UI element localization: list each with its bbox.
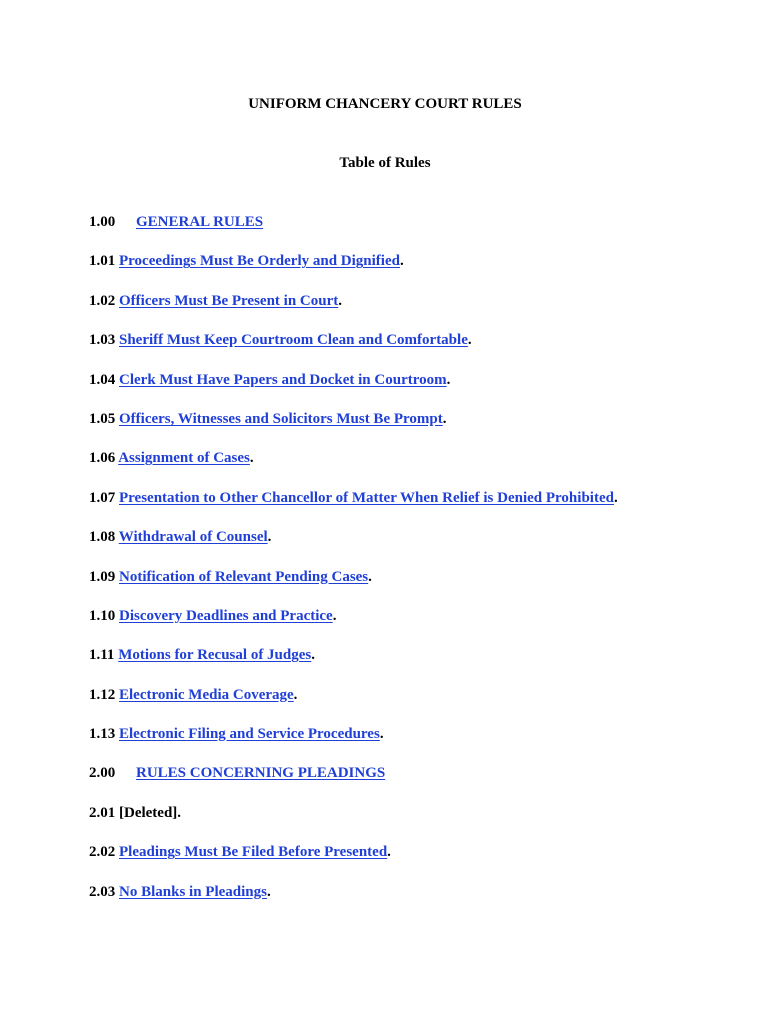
toc-entry <box>89 724 749 763</box>
rule-number: 1.05 <box>89 410 116 427</box>
rule-suffix: . <box>467 332 472 349</box>
toc-link-rule-1-06[interactable]: Assignment of Cases <box>118 450 250 467</box>
toc-link-rule-1-01[interactable]: Proceedings Must Be Orderly and Dignified <box>119 253 400 270</box>
toc-link-rules-concerning-pleadings[interactable]: RULES CONCERNING PLEADINGS <box>136 765 386 782</box>
rule-number: 1.10 <box>89 607 116 624</box>
rule-number: 1.13 <box>89 726 116 743</box>
rule-number: 1.03 <box>89 332 116 349</box>
rule-suffix: . <box>293 686 298 703</box>
rule-text-deleted: [Deleted]. <box>119 804 182 821</box>
toc-entry <box>89 409 749 448</box>
toc-link-rule-1-02[interactable]: Officers Must Be Present in Court <box>119 292 339 309</box>
rule-number: 1.02 <box>89 292 116 309</box>
rule-suffix: . <box>338 292 343 309</box>
rule-number: 1.11 <box>89 647 115 664</box>
rule-number: 1.09 <box>89 568 116 585</box>
rule-number: 2.02 <box>89 844 116 861</box>
rule-suffix: . <box>332 607 337 624</box>
toc-entry <box>89 685 749 724</box>
rule-number: 1.12 <box>89 686 116 703</box>
toc-link-rule-1-03[interactable]: Sheriff Must Keep Courtroom Clean and Comfortable <box>119 332 468 349</box>
document-subtitle: Table of Rules <box>339 155 431 171</box>
toc-section-heading <box>89 763 749 802</box>
toc-entry <box>89 645 749 684</box>
toc-entry <box>89 803 749 842</box>
rule-number: 1.07 <box>89 489 116 506</box>
toc-link-rule-1-08[interactable]: Withdrawal of Counsel <box>118 529 268 546</box>
toc-entry <box>89 842 749 881</box>
rule-number: 1.08 <box>89 529 116 546</box>
rule-suffix: . <box>442 410 447 427</box>
rule-number: 2.03 <box>89 883 116 900</box>
toc-link-rule-1-11[interactable]: Motions for Recusal of Judges <box>118 647 312 664</box>
toc-link-rule-1-04[interactable]: Clerk Must Have Papers and Docket in Courtroom <box>119 371 447 388</box>
rule-number: 2.01 <box>89 804 116 821</box>
toc-entry <box>89 882 749 921</box>
toc-entry <box>89 330 749 369</box>
rule-suffix: . <box>368 568 372 585</box>
toc-entry <box>89 251 749 290</box>
rule-suffix: . <box>266 883 271 900</box>
toc-link-rule-1-05[interactable]: Officers, Witnesses and Solicitors Must Be Prompt <box>119 410 443 427</box>
section-number: 1.00 <box>89 214 116 230</box>
toc-entry <box>89 370 749 409</box>
toc-entry <box>89 488 749 527</box>
rule-suffix: . <box>311 647 315 664</box>
rule-number: 1.06 <box>89 450 116 467</box>
toc-entry <box>89 448 749 487</box>
toc-entry <box>89 291 749 330</box>
toc-link-rule-2-02[interactable]: Pleadings Must Be Filed Before Presented <box>119 844 388 861</box>
toc-link-rule-1-10[interactable]: Discovery Deadlines and Practice <box>119 607 333 624</box>
rule-number: 1.01 <box>89 253 116 270</box>
toc-link-rule-2-03[interactable]: No Blanks in Pleadings <box>119 883 267 900</box>
rule-suffix: . <box>387 844 391 861</box>
rule-suffix: . <box>446 371 451 388</box>
toc-section-heading <box>89 212 749 251</box>
toc-link-rule-1-09[interactable]: Notification of Relevant Pending Cases <box>119 568 369 585</box>
toc-entry <box>89 567 749 606</box>
rule-suffix: . <box>249 450 254 467</box>
toc-entry <box>89 527 749 566</box>
toc-entry <box>89 606 749 645</box>
section-number: 2.00 <box>89 765 116 782</box>
toc-link-rule-1-07[interactable]: Presentation to Other Chancellor of Matter When Relief is Denied Prohibited <box>119 489 614 506</box>
toc-link-rule-1-12[interactable]: Electronic Media Coverage <box>119 686 294 703</box>
rule-suffix: . <box>267 529 272 546</box>
rule-suffix: . <box>613 489 618 506</box>
toc-link-rule-1-13[interactable]: Electronic Filing and Service Procedures <box>119 726 380 743</box>
toc-link-general-rules[interactable]: GENERAL RULES <box>136 214 264 230</box>
rule-suffix: . <box>399 253 404 270</box>
rule-suffix: . <box>379 726 384 743</box>
document-title: UNIFORM CHANCERY COURT RULES <box>248 96 522 112</box>
table-of-rules <box>89 212 749 921</box>
rule-number: 1.04 <box>89 371 116 388</box>
